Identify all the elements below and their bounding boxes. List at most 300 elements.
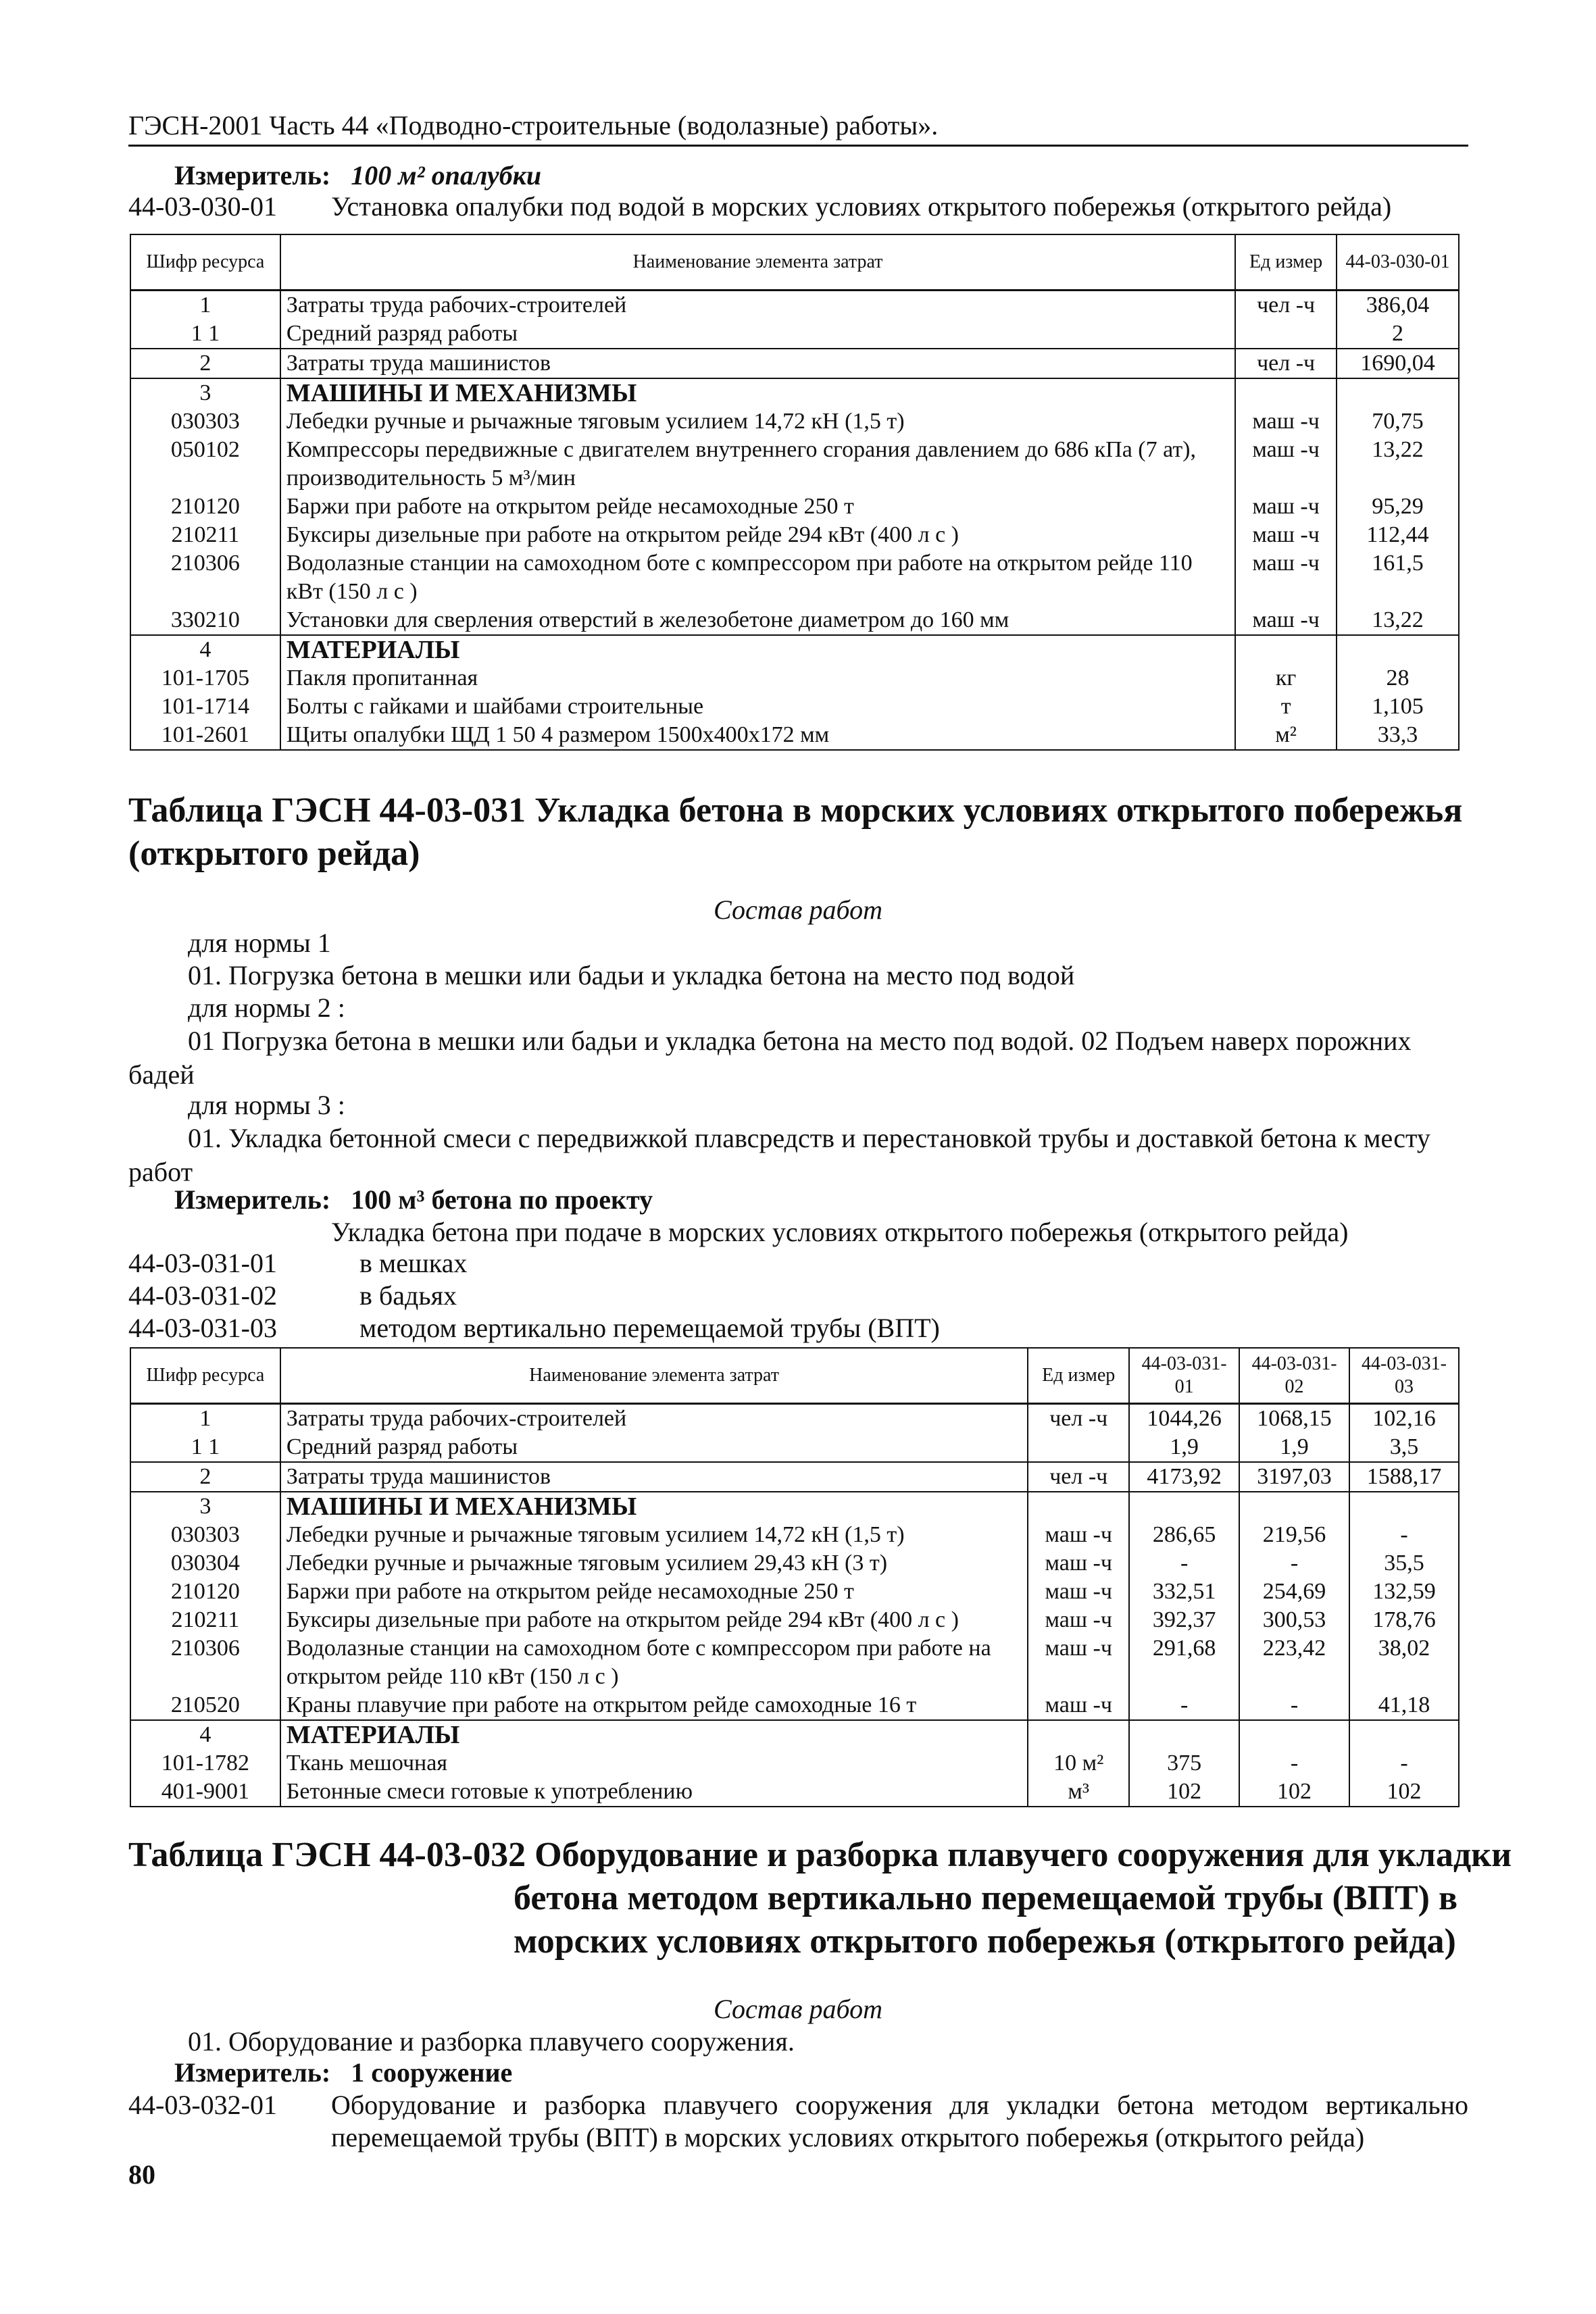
cell-v3: 132,59 bbox=[1372, 1579, 1436, 1604]
table-cell bbox=[130, 493, 280, 521]
table-cell bbox=[130, 291, 280, 320]
cell-unit: маш -ч bbox=[1252, 409, 1320, 434]
table-cell bbox=[280, 493, 1235, 521]
table-cell bbox=[130, 1778, 280, 1807]
table-cell bbox=[1337, 378, 1459, 407]
cell-code: 1 bbox=[199, 1406, 211, 1431]
table-cell bbox=[1337, 549, 1459, 606]
cell-unit: чел -ч bbox=[1257, 293, 1316, 318]
table-row bbox=[130, 1691, 1459, 1720]
table-row bbox=[130, 521, 1459, 549]
table-cell bbox=[1028, 1549, 1129, 1578]
table-cell bbox=[1028, 1749, 1129, 1778]
cell-unit: м² bbox=[1275, 722, 1297, 747]
cell-unit: маш -ч bbox=[1045, 1636, 1112, 1661]
table-cell bbox=[1337, 320, 1459, 349]
table-cell bbox=[280, 664, 1235, 693]
table-cell bbox=[130, 549, 280, 606]
cell-v1: 375 bbox=[1167, 1751, 1202, 1776]
col-header: 44-03-031-01 bbox=[1129, 1348, 1239, 1404]
common-description-031: Укладка бетона при подаче в морских условиях открытого побережья (открытого рейда) bbox=[331, 1217, 1349, 1247]
table-row bbox=[130, 606, 1459, 635]
cell-code: 210120 bbox=[170, 1579, 240, 1604]
table-cell bbox=[1337, 721, 1459, 750]
table-cell bbox=[1239, 1634, 1349, 1691]
table-row bbox=[130, 1578, 1459, 1606]
table-cell bbox=[280, 378, 1235, 407]
table-cell bbox=[280, 606, 1235, 635]
cell-name: Затраты труда рабочих-строителей bbox=[286, 1406, 627, 1431]
cell-v3: 102 bbox=[1387, 1779, 1422, 1804]
cell-v2: - bbox=[1290, 1551, 1299, 1576]
cell-v2: 3197,03 bbox=[1257, 1464, 1332, 1489]
table-cell bbox=[1235, 320, 1337, 349]
table-cell bbox=[1129, 1404, 1239, 1434]
table-cell bbox=[1349, 1606, 1459, 1634]
table-cell bbox=[1349, 1549, 1459, 1578]
table-row bbox=[130, 1492, 1459, 1521]
table-cell bbox=[1239, 1404, 1349, 1434]
table-cell bbox=[1349, 1634, 1459, 1691]
cell-code: 3 bbox=[199, 1494, 211, 1519]
table-cell bbox=[130, 1549, 280, 1578]
table-cell bbox=[1129, 1433, 1239, 1462]
table-cell bbox=[280, 1462, 1028, 1492]
table-row bbox=[130, 436, 1459, 493]
cell-unit: чел -ч bbox=[1049, 1406, 1108, 1431]
table-cell bbox=[1028, 1720, 1129, 1749]
table-cell bbox=[280, 1521, 1028, 1549]
table-row bbox=[130, 1549, 1459, 1578]
table-cell bbox=[280, 721, 1235, 750]
table-cell bbox=[280, 549, 1235, 606]
table-row bbox=[130, 1720, 1459, 1749]
table-title-031: Таблица ГЭСН 44-03-031 Укладка бетона в морских условиях открытого побережья (открытого рейда) bbox=[128, 791, 1463, 873]
col-header: Ед измер bbox=[1028, 1348, 1129, 1404]
table-cell bbox=[280, 1578, 1028, 1606]
table-row bbox=[130, 635, 1459, 664]
cell-v2: 219,56 bbox=[1262, 1522, 1326, 1547]
table-cell bbox=[1129, 1578, 1239, 1606]
meter-line-031 bbox=[174, 1184, 653, 1215]
norm-description-032: Оборудование и разборка плавучего сооружения для укладки бетона методом вертикально перемещаемой трубы (ВПТ) в морских условиях открытого побережья (открытого рейда) bbox=[331, 2090, 1468, 2153]
cell-v1: 1,105 bbox=[1372, 694, 1424, 719]
col-header: Шифр ресурса bbox=[130, 234, 280, 291]
cell-code: 101-1705 bbox=[161, 665, 250, 690]
table-cell bbox=[130, 1634, 280, 1691]
table-cell bbox=[1028, 1578, 1129, 1606]
cell-name: Компрессоры передвижные с двигателем внутреннего сгорания давлением до 686 кПа (7 ат), производительность 5 м³/мин bbox=[286, 437, 1196, 491]
page-number: 80 bbox=[128, 2159, 155, 2190]
cell-code: 101-1714 bbox=[161, 694, 250, 719]
norm-code-032: 44-03-032-01 bbox=[128, 2090, 277, 2120]
table-cell bbox=[1349, 1462, 1459, 1492]
norm-code: 44-03-031-01 bbox=[128, 1248, 277, 1278]
table-cell bbox=[130, 635, 280, 664]
table-cell bbox=[1349, 1404, 1459, 1434]
table-title-032-line2: бетона методом вертикально перемещаемой трубы (ВПТ) в bbox=[514, 1879, 1458, 1917]
table-row bbox=[130, 1462, 1459, 1492]
table-cell bbox=[1235, 436, 1337, 493]
cell-name: Буксиры дизельные при работе на открытом рейде 294 кВт (400 л с ) bbox=[286, 1607, 959, 1632]
table-cell bbox=[1129, 1492, 1239, 1521]
cell-code: 101-2601 bbox=[161, 722, 250, 747]
cell-v3: 38,02 bbox=[1378, 1636, 1430, 1661]
cell-code: 030304 bbox=[170, 1551, 240, 1576]
table-cell bbox=[130, 349, 280, 378]
norm-text: в мешках bbox=[359, 1248, 468, 1278]
col-header: Ед измер bbox=[1235, 234, 1337, 291]
table-cell bbox=[280, 693, 1235, 721]
table-cell bbox=[130, 1521, 280, 1549]
cell-unit: маш -ч bbox=[1252, 551, 1320, 576]
table-cell bbox=[130, 320, 280, 349]
table-cell bbox=[280, 1433, 1028, 1462]
col-header: 44-03-031-03 bbox=[1349, 1348, 1459, 1404]
meter-value: 100 м² опалубки bbox=[351, 160, 542, 191]
cell-v1: 392,37 bbox=[1152, 1607, 1216, 1632]
col-header: Наименование элемента затрат bbox=[280, 234, 1235, 291]
cell-unit: чел -ч bbox=[1049, 1464, 1108, 1489]
cell-name: Водолазные станции на самоходном боте с компрессором при работе на открытом рейде 110 кВт (150 л с ) bbox=[286, 551, 1193, 604]
cell-name: Средний разряд работы bbox=[286, 321, 518, 346]
resource-table-031 bbox=[130, 1347, 1460, 1807]
cell-v2: 300,53 bbox=[1262, 1607, 1326, 1632]
cell-unit: маш -ч bbox=[1045, 1579, 1112, 1604]
cell-v1: 95,29 bbox=[1372, 494, 1424, 519]
table-cell bbox=[1239, 1462, 1349, 1492]
table-cell bbox=[1235, 349, 1337, 378]
table-row bbox=[130, 549, 1459, 606]
table-cell bbox=[1235, 635, 1337, 664]
table-cell bbox=[1028, 1521, 1129, 1549]
cell-v1: - bbox=[1180, 1551, 1189, 1576]
table-cell bbox=[130, 664, 280, 693]
table-title-032-line3: морских условиях открытого побережья (открытого рейда) bbox=[514, 1922, 1456, 1961]
cell-name: Лебедки ручные и рычажные тяговым усилием 29,43 кН (3 т) bbox=[286, 1551, 888, 1576]
table-row bbox=[130, 1749, 1459, 1778]
table-cell bbox=[1129, 1691, 1239, 1720]
work-line: 01. Погрузка бетона в мешки или бадьи и укладка бетона на место под водой bbox=[188, 960, 1075, 990]
cell-unit: маш -ч bbox=[1252, 437, 1320, 462]
table-cell bbox=[1235, 693, 1337, 721]
table-cell bbox=[280, 521, 1235, 549]
table-cell bbox=[1337, 606, 1459, 635]
table-cell bbox=[280, 1606, 1028, 1634]
cell-code: 050102 bbox=[170, 437, 240, 462]
table-row bbox=[130, 291, 1459, 320]
norm-description-030: Установка опалубки под водой в морских условиях открытого побережья (открытого рейда) bbox=[331, 191, 1392, 222]
table-title-032-line1: Таблица ГЭСН 44-03-032 Оборудование и разборка плавучего сооружения для укладки bbox=[128, 1836, 1512, 1874]
work-heading-032: Состав работ bbox=[714, 1994, 882, 2024]
table-cell bbox=[1129, 1521, 1239, 1549]
cell-name: Затраты труда рабочих-строителей bbox=[286, 293, 627, 318]
table-cell bbox=[1129, 1549, 1239, 1578]
table-row bbox=[130, 1521, 1459, 1549]
cell-v2: - bbox=[1290, 1751, 1299, 1776]
col-header: Шифр ресурса bbox=[130, 1348, 280, 1404]
cell-v1: 13,22 bbox=[1372, 607, 1424, 632]
table-cell bbox=[1349, 1720, 1459, 1749]
table-cell bbox=[280, 349, 1235, 378]
running-header: ГЭСН-2001 Часть 44 «Подводно-строительные (водолазные) работы». bbox=[128, 110, 939, 141]
cell-code: 210306 bbox=[170, 1636, 240, 1661]
cell-unit: маш -ч bbox=[1045, 1607, 1112, 1632]
table-cell bbox=[130, 693, 280, 721]
table-cell bbox=[1028, 1606, 1129, 1634]
table-cell bbox=[280, 1720, 1028, 1749]
table-cell bbox=[1028, 1433, 1129, 1462]
cell-v2: 102 bbox=[1277, 1779, 1312, 1804]
table-cell bbox=[130, 1433, 280, 1462]
table-cell bbox=[1235, 549, 1337, 606]
cell-name: Водолазные станции на самоходном боте с компрессором при работе на открытом рейде 110 кВт (150 л с ) bbox=[286, 1636, 991, 1689]
table-cell bbox=[1028, 1691, 1129, 1720]
cell-v1: 102 bbox=[1167, 1779, 1202, 1804]
table-cell bbox=[130, 521, 280, 549]
table-cell bbox=[1129, 1462, 1239, 1492]
norm-text: в бадьях bbox=[359, 1280, 457, 1311]
cell-unit: маш -ч bbox=[1252, 494, 1320, 519]
cell-code: 030303 bbox=[170, 409, 240, 434]
table-cell bbox=[1337, 436, 1459, 493]
cell-v1: 1,9 bbox=[1170, 1434, 1199, 1459]
header-rule bbox=[128, 145, 1468, 147]
cell-code: 1 1 bbox=[191, 321, 220, 346]
work-line: для нормы 1 bbox=[188, 928, 331, 958]
cell-v1: 112,44 bbox=[1366, 522, 1429, 547]
cell-unit: т bbox=[1280, 694, 1291, 719]
table-row bbox=[130, 407, 1459, 436]
table-row bbox=[130, 1606, 1459, 1634]
cell-code: 210211 bbox=[171, 1607, 240, 1632]
cell-code: 4 bbox=[199, 1722, 211, 1747]
table-cell bbox=[280, 436, 1235, 493]
cell-v2: 254,69 bbox=[1262, 1579, 1326, 1604]
col-header: 44-03-031-02 bbox=[1239, 1348, 1349, 1404]
table-cell bbox=[130, 606, 280, 635]
table-cell bbox=[130, 1578, 280, 1606]
table-cell bbox=[280, 1404, 1028, 1434]
cell-unit: маш -ч bbox=[1252, 607, 1320, 632]
cell-v3: - bbox=[1400, 1522, 1408, 1547]
cell-v1: 13,22 bbox=[1372, 437, 1424, 462]
cell-code: 4 bbox=[199, 637, 211, 662]
table-cell bbox=[1235, 521, 1337, 549]
meter-value: 100 м³ бетона по проекту bbox=[351, 1184, 653, 1215]
table-cell bbox=[1129, 1778, 1239, 1807]
cell-unit: чел -ч bbox=[1257, 351, 1316, 376]
table-cell bbox=[1349, 1691, 1459, 1720]
table-cell bbox=[1337, 493, 1459, 521]
col-header: 44-03-030-01 bbox=[1337, 234, 1459, 291]
table-cell bbox=[130, 1606, 280, 1634]
table-cell bbox=[280, 291, 1235, 320]
cell-v1: 386,04 bbox=[1366, 293, 1430, 318]
cell-name: МАШИНЫ И МЕХАНИЗМЫ bbox=[286, 379, 637, 407]
cell-name: Лебедки ручные и рычажные тяговым усилием 14,72 кН (1,5 т) bbox=[286, 409, 905, 434]
cell-unit: кг bbox=[1275, 665, 1297, 690]
cell-name: Краны плавучие при работе на открытом рейде самоходные 16 т bbox=[286, 1692, 917, 1717]
cell-code: 2 bbox=[199, 351, 211, 376]
table-row bbox=[130, 320, 1459, 349]
table-cell bbox=[1337, 635, 1459, 664]
table-cell bbox=[280, 635, 1235, 664]
cell-v3: 35,5 bbox=[1384, 1551, 1424, 1576]
cell-code: 101-1782 bbox=[161, 1751, 250, 1776]
table-row bbox=[130, 693, 1459, 721]
cell-code: 210120 bbox=[170, 494, 240, 519]
table-row bbox=[130, 1404, 1459, 1434]
table-cell bbox=[280, 1691, 1028, 1720]
table-cell bbox=[130, 1492, 280, 1521]
cell-unit: маш -ч bbox=[1045, 1551, 1112, 1576]
cell-unit: маш -ч bbox=[1252, 522, 1320, 547]
cell-v2: 1,9 bbox=[1280, 1434, 1309, 1459]
cell-v3: - bbox=[1400, 1751, 1408, 1776]
table-cell bbox=[1129, 1634, 1239, 1691]
table-cell bbox=[1129, 1720, 1239, 1749]
cell-name: Бетонные смеси готовые к употреблению bbox=[286, 1779, 693, 1804]
table-cell bbox=[130, 1462, 280, 1492]
table-cell bbox=[280, 1549, 1028, 1578]
cell-name: МАШИНЫ И МЕХАНИЗМЫ bbox=[286, 1492, 637, 1521]
cell-code: 330210 bbox=[170, 607, 240, 632]
cell-v3: 3,5 bbox=[1389, 1434, 1419, 1459]
meter-label: Измеритель: bbox=[174, 1184, 331, 1215]
cell-code: 1 1 bbox=[191, 1434, 220, 1459]
work-line: 01. Укладка бетонной смеси с передвижкой плавсредств и перестановкой трубы и доставкой бетона к месту работ bbox=[128, 1123, 1430, 1187]
table-cell bbox=[1235, 493, 1337, 521]
table-cell bbox=[280, 407, 1235, 436]
cell-v3: 1588,17 bbox=[1366, 1464, 1442, 1489]
table-cell bbox=[1337, 693, 1459, 721]
table-cell bbox=[1235, 407, 1337, 436]
table-row bbox=[130, 1778, 1459, 1807]
cell-name: Средний разряд работы bbox=[286, 1434, 518, 1459]
table-cell bbox=[130, 1404, 280, 1434]
table-cell bbox=[1239, 1720, 1349, 1749]
table-cell bbox=[130, 721, 280, 750]
cell-unit: маш -ч bbox=[1045, 1522, 1112, 1547]
cell-v1: 4173,92 bbox=[1147, 1464, 1222, 1489]
cell-v1: - bbox=[1180, 1692, 1189, 1717]
table-row bbox=[130, 349, 1459, 378]
cell-name: Буксиры дизельные при работе на открытом рейде 294 кВт (400 л с ) bbox=[286, 522, 959, 547]
cell-code: 210520 bbox=[170, 1692, 240, 1717]
work-heading-031: Состав работ bbox=[714, 895, 882, 925]
cell-v1: 33,3 bbox=[1377, 722, 1418, 747]
cell-v1: 28 bbox=[1386, 665, 1410, 690]
cell-v1: 161,5 bbox=[1372, 551, 1424, 576]
work-line: 01 Погрузка бетона в мешки или бадьи и укладка бетона на место под водой. 02 Подъем наверх порожних бадей bbox=[128, 1026, 1412, 1090]
cell-name: Лебедки ручные и рычажные тяговым усилием 14,72 кН (1,5 т) bbox=[286, 1522, 905, 1547]
table-cell bbox=[1235, 721, 1337, 750]
cell-code: 030303 bbox=[170, 1522, 240, 1547]
norm-code: 44-03-031-03 bbox=[128, 1313, 277, 1343]
table-cell bbox=[280, 320, 1235, 349]
cell-name: Баржи при работе на открытом рейде несамоходные 250 т bbox=[286, 1579, 854, 1604]
norm-text: методом вертикально перемещаемой трубы (ВПТ) bbox=[359, 1313, 940, 1343]
table-cell bbox=[1239, 1691, 1349, 1720]
table-cell bbox=[1239, 1521, 1349, 1549]
table-cell bbox=[1235, 606, 1337, 635]
table-cell bbox=[1349, 1492, 1459, 1521]
cell-code: 210211 bbox=[171, 522, 240, 547]
table-cell bbox=[1349, 1521, 1459, 1549]
cell-v3: 178,76 bbox=[1372, 1607, 1436, 1632]
cell-code: 210306 bbox=[170, 551, 240, 576]
table-cell bbox=[1337, 349, 1459, 378]
table-row bbox=[130, 721, 1459, 750]
meter-line-032 bbox=[174, 2057, 512, 2088]
table-cell bbox=[130, 1749, 280, 1778]
cell-name: Затраты труда машинистов bbox=[286, 1464, 551, 1489]
table-cell bbox=[1129, 1606, 1239, 1634]
table-row bbox=[130, 493, 1459, 521]
cell-v2: 1068,15 bbox=[1257, 1406, 1332, 1431]
cell-name: Установки для сверления отверстий в железобетоне диаметром до 160 мм bbox=[286, 607, 1009, 632]
table-cell bbox=[280, 1634, 1028, 1691]
table-cell bbox=[1349, 1778, 1459, 1807]
cell-v1: 70,75 bbox=[1372, 409, 1424, 434]
table-cell bbox=[1239, 1492, 1349, 1521]
norm-code: 44-03-031-02 bbox=[128, 1280, 277, 1311]
table-cell bbox=[130, 1691, 280, 1720]
cell-name: МАТЕРИАЛЫ bbox=[286, 1721, 460, 1749]
cell-unit: маш -ч bbox=[1045, 1692, 1112, 1717]
table-cell bbox=[1235, 378, 1337, 407]
table-row bbox=[130, 664, 1459, 693]
table-cell bbox=[1239, 1433, 1349, 1462]
cell-name: Болты с гайками и шайбами строительные bbox=[286, 694, 704, 719]
cell-v1: 1044,26 bbox=[1147, 1406, 1222, 1431]
cell-name: Затраты труда машинистов bbox=[286, 351, 551, 376]
table-cell bbox=[1337, 521, 1459, 549]
cell-v3: 41,18 bbox=[1378, 1692, 1430, 1717]
cell-code: 1 bbox=[199, 293, 211, 318]
cell-name: Баржи при работе на открытом рейде несамоходные 250 т bbox=[286, 494, 854, 519]
meter-line-030 bbox=[174, 159, 541, 191]
cell-v1: 1690,04 bbox=[1360, 351, 1435, 376]
table-cell bbox=[130, 436, 280, 493]
table-cell bbox=[1235, 291, 1337, 320]
cell-name: Пакля пропитанная bbox=[286, 665, 478, 690]
table-cell bbox=[1239, 1778, 1349, 1807]
table-cell bbox=[1235, 664, 1337, 693]
table-cell bbox=[1349, 1749, 1459, 1778]
table-cell bbox=[1349, 1578, 1459, 1606]
table-cell bbox=[1337, 291, 1459, 320]
cell-unit: 10 м² bbox=[1053, 1751, 1104, 1776]
cell-name: МАТЕРИАЛЫ bbox=[286, 636, 460, 664]
table-cell bbox=[1239, 1578, 1349, 1606]
table-cell bbox=[280, 1778, 1028, 1807]
cell-code: 401-9001 bbox=[161, 1779, 250, 1804]
work-line: для нормы 3 : bbox=[188, 1090, 345, 1120]
table-cell bbox=[280, 1749, 1028, 1778]
table-cell bbox=[1129, 1749, 1239, 1778]
table-cell bbox=[130, 1720, 280, 1749]
cell-v1: 332,51 bbox=[1152, 1579, 1216, 1604]
col-header: Наименование элемента затрат bbox=[280, 1348, 1028, 1404]
cell-name: Ткань мешочная bbox=[286, 1751, 447, 1776]
table-cell bbox=[1028, 1778, 1129, 1807]
table-row bbox=[130, 1433, 1459, 1462]
cell-name: Щиты опалубки ЩД 1 50 4 размером 1500х400х172 мм bbox=[286, 722, 830, 747]
table-cell bbox=[1239, 1749, 1349, 1778]
cell-v1: 291,68 bbox=[1152, 1636, 1216, 1661]
